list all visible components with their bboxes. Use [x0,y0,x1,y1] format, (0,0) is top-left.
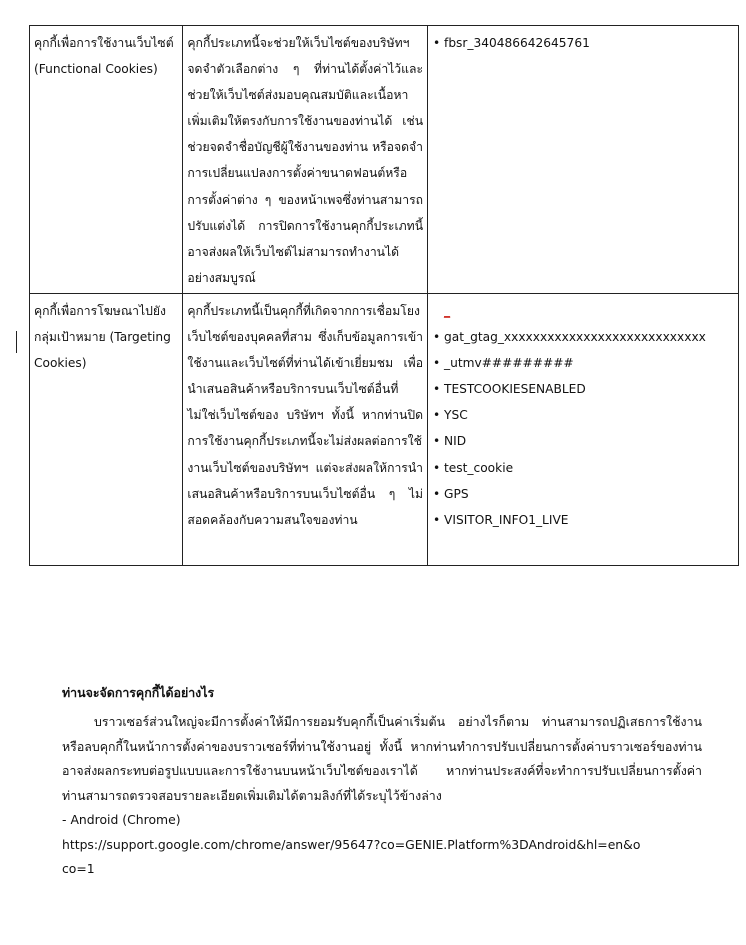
cookie-list [432,30,734,56]
cookie-description-cell: คุกกี้ประเภทนี้จะช่วยให้เว็บไซต์ของบริษัทฯ จดจำตัวเลือกต่าง ๆ ที่ท่านได้ตั้งค่าไว้และช่วยให้เว็บไซต์ส่งมอบคุณสมบัติและเนื้อหาเพิ่มเติมให้ตรงกับการใช้งานของท่านได้ เช่น ช่วยจดจำชื่อบัญชีผู้ใช้งานของท่าน หรือจดจำการเปลี่ยนแปลงการตั้งค่าขนาดฟอนต์หรือการตั้งค่าต่าง ๆ ของหน้าเพจซึ่งท่านสามารถปรับแต่งได้ การปิดการใช้งานคุกกี้ประเภทนี้อาจส่งผลให้เว็บไซต์ไม่สามารถทำงานได้อย่างสมบูรณ์ [183,26,428,294]
cookie-list [432,298,734,533]
chrome-help-link[interactable] [62,833,702,882]
cookie-table [29,25,739,566]
list-item: • GPS [444,481,734,507]
margin-change-bar [16,331,17,353]
manage-cookies-section [62,683,702,882]
list-item: • gat_gtag_xxxxxxxxxxxxxxxxxxxxxxxxxxxx [444,324,734,350]
list-item: • NID [444,428,734,454]
browser-item [62,808,702,833]
cookie-names-cell [428,26,739,294]
list-item: • TESTCOOKIESENABLED [444,376,734,402]
list-item [444,298,734,324]
table-row [30,293,739,565]
cookie-type-cell: คุกกี้เพื่อการใช้งานเว็บไซต์ (Functional Cookies) [30,26,183,294]
link-line-2[interactable]: co=1 [62,861,95,876]
list-item: • VISITOR_INFO1_LIVE [444,507,734,533]
table-row [30,26,739,294]
browser-label: Android (Chrome) [70,812,181,827]
cookie-description-cell: คุกกี้ประเภทนี้เป็นคุกกี้ที่เกิดจากการเชื่อมโยงเว็บไซต์ของบุคคลที่สาม ซึ่งเก็บข้อมูลการเข้าใช้งานและเว็บไซต์ที่ท่านได้เข้าเยี่ยมชม เพื่อนำเสนอสินค้าหรือบริการบนเว็บไซต์อื่นที่ไม่ใช่เว็บไซต์ของ บริษัทฯ ทั้งนี้ หากท่านปิดการใช้งานคุกกี้ประเภทนี้จะไม่ส่งผลต่อการใช้งานเว็บไซต์ของบริษัทฯ แต่จะส่งผลให้การนำเสนอสินค้าหรือบริการบนเว็บไซต์อื่น ๆ ไม่สอดคล้องกับความสนใจของท่าน [183,293,428,565]
section-heading: ท่านจะจัดการคุกกี้ได้อย่างไร [62,685,215,700]
link-line-1[interactable]: https://support.google.com/chrome/answer/95647?co=GENIE.Platform%3DAndroid&hl=en&o [62,836,641,852]
list-dash: - [62,812,67,827]
list-item: • fbsr_340486642645761 [444,30,734,56]
revision-mark: _ [444,303,451,318]
cookie-names-cell [428,293,739,565]
list-item: • _utmv######### [444,350,734,376]
list-item: • YSC [444,402,734,428]
section-paragraph: บราวเซอร์ส่วนใหญ่จะมีการตั้งค่าให้มีการยอมรับคุกกี้เป็นค่าเริ่มต้น อย่างไรก็ตาม ท่านสามารถปฏิเสธการใช้งานหรือลบคุกกี้ในหน้าการตั้งค่าของบราวเซอร์ที่ท่านใช้งานอยู่ ทั้งนี้ หากท่านทำการปรับเปลี่ยนการตั้งค่าบราวเซอร์ของท่านอาจส่งผลกระทบต่อรูปแบบและการใช้งานบนหน้าเว็บไซต์ของเราได้ หากท่านประสงค์ที่จะทำการปรับเปลี่ยนการตั้งค่า ท่านสามารถตรวจสอบรายละเอียดเพิ่มเติมได้ตามลิงก์ที่ได้ระบุไว้ข้างล่าง [62,714,702,803]
cookie-type-cell: คุกกี้เพื่อการโฆษณาไปยังกลุ่มเป้าหมาย (Targeting Cookies) [30,293,183,565]
list-item: • test_cookie [444,455,734,481]
